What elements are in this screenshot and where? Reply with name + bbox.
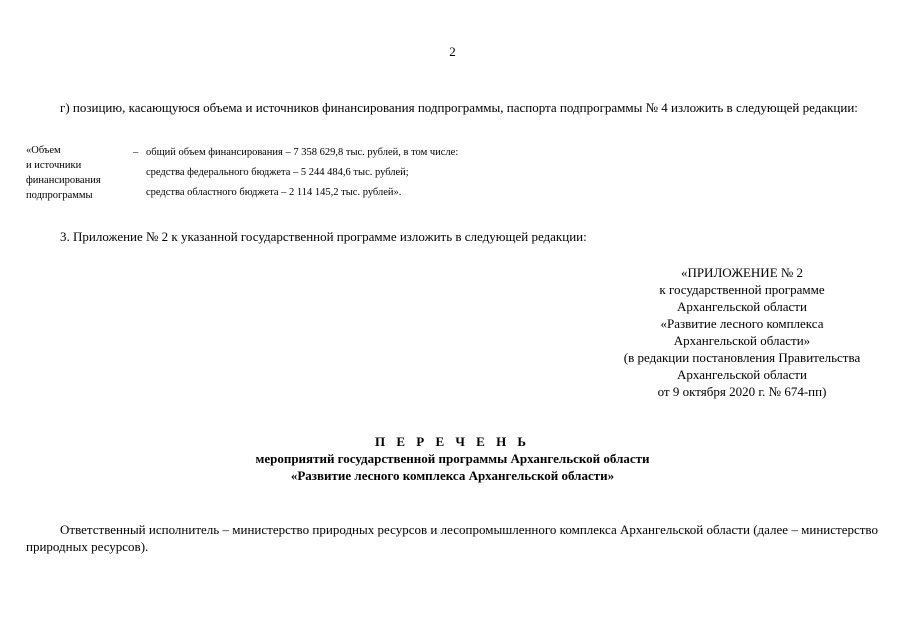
passport-value-line: общий объем финансирования – 7 358 629,8 тыс. рублей, в том числе:	[146, 147, 459, 158]
document-title	[0, 433, 905, 484]
page-number: 2	[449, 44, 456, 59]
appendix-line: к государственной программе	[659, 282, 825, 297]
passport-dash: –	[133, 147, 139, 158]
title-heading: П Е Р Е Ч Е Н Ь	[374, 434, 531, 449]
appendix-line: от 9 октября 2020 г. № 674-пп)	[657, 384, 827, 399]
paragraph-responsible-executor: Ответственный исполнитель – министерство природных ресурсов и лесопромышленного комплекса Архангельской области (далее – министерство природных ресурсов).	[26, 522, 878, 554]
appendix-line: Архангельской области»	[673, 333, 811, 348]
passport-label-line: финансирования	[26, 175, 101, 186]
passport-label-line: подпрограммы	[26, 190, 93, 201]
title-line: мероприятий государственной программы Архангельской области	[255, 451, 650, 466]
passport-label-line: и источники	[26, 160, 82, 171]
appendix-line: «Развитие лесного комплекса	[660, 316, 824, 331]
title-line: «Развитие лесного комплекса Архангельской области»	[290, 468, 615, 483]
passport-value-line: средства областного бюджета – 2 114 145,2 тыс. рублей».	[146, 187, 402, 198]
passport-value-line: средства федерального бюджета – 5 244 484,6 тыс. рублей;	[146, 167, 409, 178]
passport-label	[26, 143, 136, 203]
appendix-line: «ПРИЛОЖЕНИЕ № 2	[680, 265, 804, 280]
passport-label-line: «Объем	[26, 145, 61, 156]
appendix-line: Архангельской области	[677, 299, 807, 314]
paragraph-3: 3. Приложение № 2 к указанной государственной программе изложить в следующей редакции:	[60, 229, 587, 244]
paragraph-g: г) позицию, касающуюся объема и источников финансирования подпрограммы, паспорта подпрограммы № 4 изложить в следующей редакции:	[60, 100, 858, 115]
passport-values	[146, 145, 458, 205]
appendix-line: (в редакции постановления Правительства	[623, 350, 861, 365]
appendix-line: Архангельской области	[677, 367, 807, 382]
appendix-header	[592, 264, 892, 400]
